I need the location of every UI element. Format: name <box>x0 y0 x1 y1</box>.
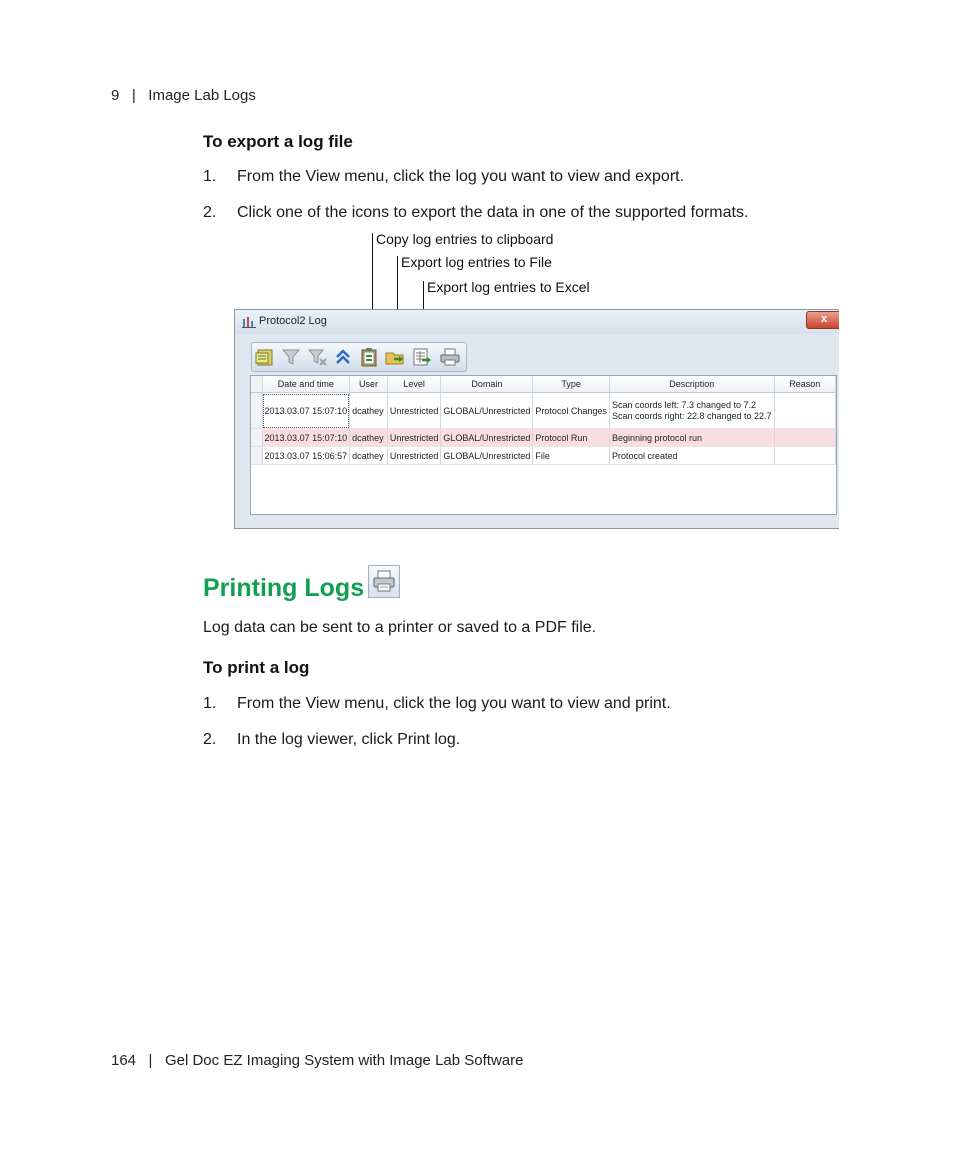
cell-date[interactable]: 2013.03.07 15:07:10 <box>262 393 350 429</box>
cell-type[interactable]: Protocol Run <box>533 429 610 447</box>
column-header[interactable]: Description <box>609 376 774 393</box>
step-number: 1. <box>203 695 217 712</box>
description-line: Scan coords left: 7.3 changed to 7.2 <box>611 399 757 410</box>
filter-icon[interactable] <box>280 347 302 367</box>
column-header[interactable]: Type <box>533 376 610 393</box>
description-line: Scan coords right: 22.8 changed to 22.7 <box>611 410 772 421</box>
cell-description[interactable]: Protocol created <box>609 447 774 465</box>
step-text: From the View menu, click the log you want to view and print. <box>237 695 671 712</box>
print-step-1 <box>203 695 843 715</box>
printing-intro: Log data can be sent to a printer or saved to a PDF file. <box>203 619 597 636</box>
table-row[interactable] <box>251 447 836 465</box>
cell-type[interactable]: File <box>533 447 610 465</box>
notes-icon[interactable] <box>254 347 276 367</box>
running-header <box>111 87 256 104</box>
window-titlebar <box>235 310 839 334</box>
callout-clipboard: Copy log entries to clipboard <box>376 231 554 247</box>
cell-domain[interactable]: GLOBAL/Unrestricted <box>441 429 533 447</box>
cell-level[interactable]: Unrestricted <box>387 393 441 429</box>
log-table <box>251 376 836 465</box>
export-excel-icon[interactable] <box>410 347 432 367</box>
cell-user[interactable]: dcathey <box>350 429 388 447</box>
step-text: From the View menu, click the log you want to view and export. <box>237 168 685 185</box>
cell-domain[interactable]: GLOBAL/Unrestricted <box>441 447 533 465</box>
cell-description[interactable] <box>609 393 774 429</box>
row-gutter <box>251 447 262 465</box>
log-app-icon <box>242 316 256 328</box>
step-number: 1. <box>203 168 217 185</box>
page-footer <box>111 1052 523 1069</box>
header-section-title: Image Lab Logs <box>148 87 256 104</box>
header-page-section: 9 <box>111 87 120 104</box>
cell-date[interactable]: 2013.03.07 15:06:57 <box>262 447 350 465</box>
header-separator: | <box>131 87 136 104</box>
log-window <box>234 309 839 529</box>
export-step-2 <box>203 204 843 224</box>
printing-logs-heading: Printing Logs <box>203 574 365 602</box>
cell-reason[interactable] <box>774 447 835 465</box>
column-header[interactable]: User <box>350 376 388 393</box>
copy-clipboard-icon[interactable] <box>358 347 380 367</box>
collapse-icon[interactable] <box>332 347 354 367</box>
cell-description[interactable]: Beginning protocol run <box>609 429 774 447</box>
footer-page-number: 164 <box>111 1052 137 1069</box>
step-text: Click one of the icons to export the data in one of the supported formats. <box>237 204 749 221</box>
column-header[interactable]: Reason <box>774 376 835 393</box>
table-row[interactable] <box>251 429 836 447</box>
footer-book-title: Gel Doc EZ Imaging System with Image Lab Software <box>164 1052 524 1069</box>
step-number: 2. <box>203 731 217 748</box>
column-header[interactable]: Domain <box>441 376 533 393</box>
export-file-icon[interactable] <box>384 347 406 367</box>
cell-user[interactable]: dcathey <box>350 447 388 465</box>
window-title: Protocol2 Log <box>259 315 327 327</box>
export-heading: To export a log file <box>203 132 353 151</box>
column-header[interactable]: Level <box>387 376 441 393</box>
cell-type[interactable]: Protocol Changes <box>533 393 610 429</box>
row-gutter <box>251 429 262 447</box>
step-text: In the log viewer, click Print log. <box>237 731 461 748</box>
row-header-gutter <box>251 376 262 393</box>
clear-filter-icon[interactable] <box>306 347 328 367</box>
cell-reason[interactable] <box>774 429 835 447</box>
callout-excel: Export log entries to Excel <box>427 279 590 295</box>
export-step-1 <box>203 168 843 188</box>
cell-domain[interactable]: GLOBAL/Unrestricted <box>441 393 533 429</box>
print-step-2 <box>203 731 843 751</box>
callout-file: Export log entries to File <box>401 254 552 270</box>
cell-level[interactable]: Unrestricted <box>387 429 441 447</box>
table-row[interactable] <box>251 393 836 429</box>
print-icon[interactable] <box>439 347 461 367</box>
cell-reason[interactable] <box>774 393 835 429</box>
footer-separator: | <box>148 1052 153 1069</box>
print-icon <box>368 565 400 598</box>
cell-level[interactable]: Unrestricted <box>387 447 441 465</box>
log-grid <box>250 375 837 515</box>
row-gutter <box>251 393 262 429</box>
window-close-button[interactable]: x <box>806 311 839 329</box>
print-subheading: To print a log <box>203 658 310 677</box>
step-number: 2. <box>203 204 217 221</box>
cell-user[interactable]: dcathey <box>350 393 388 429</box>
cell-date[interactable]: 2013.03.07 15:07:10 <box>262 429 350 447</box>
column-header[interactable]: Date and time <box>262 376 350 393</box>
log-toolbar <box>251 342 467 372</box>
table-header-row <box>251 376 836 393</box>
